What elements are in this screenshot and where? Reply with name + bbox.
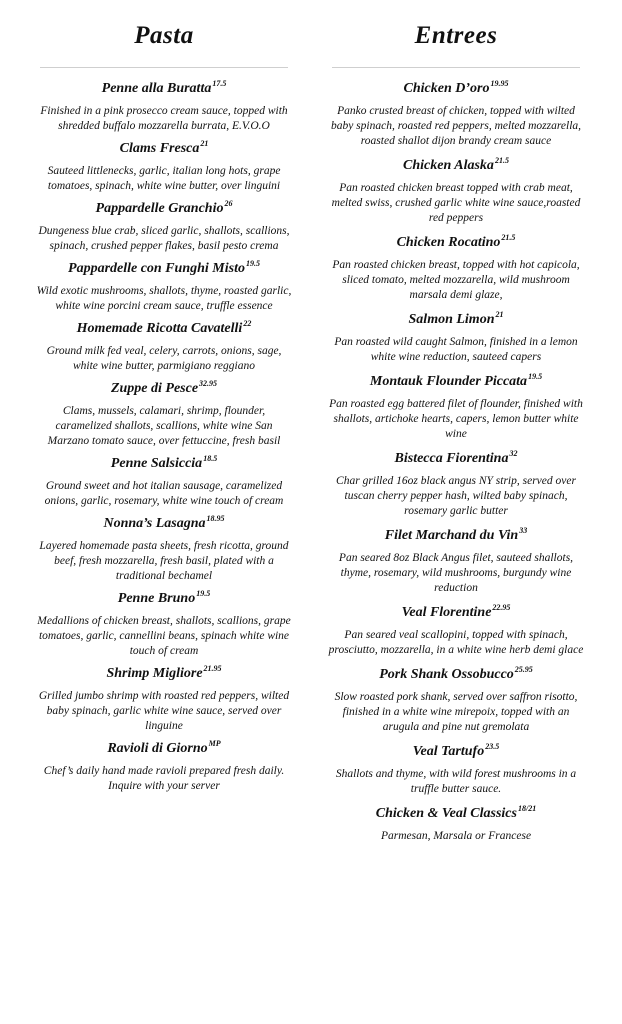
entrees-heading: Entrees bbox=[414, 22, 498, 49]
item-description: Clams, mussels, calamari, shrimp, flounder, caramelized shallots, scallions, white wine San Marzano tomato sauce, over fettuccine, fresh basil bbox=[47, 405, 281, 447]
item-name: Nonna’s Lasagna$^{18.95}$ bbox=[103, 514, 225, 531]
item-price: 17.5 bbox=[212, 79, 227, 89]
item-name: Homemade Ricotta Cavatelli$^{22}$ bbox=[76, 319, 252, 336]
item-description: Chef’s daily hand made ravioli prepared fresh daily. Inquire with your server bbox=[43, 765, 285, 792]
item-description: Grilled jumbo shrimp with roasted red peppers, wilted baby spinach, garlic white wine sauce, served over linguine bbox=[38, 690, 290, 732]
item-name: Chicken & Veal Classics$^{18/21}$ bbox=[375, 804, 537, 821]
pasta-column bbox=[36, 0, 292, 800]
item-name: Zuppe di Pesce$^{32.95}$ bbox=[110, 379, 218, 396]
item-name: Salmon Limon$^{21}$ bbox=[408, 310, 504, 327]
item-name: Chicken Alaska$^{21.5}$ bbox=[403, 156, 509, 173]
menu-item bbox=[36, 455, 292, 509]
item-price: 18/21 bbox=[517, 804, 537, 814]
item-price: 19.5 bbox=[245, 259, 260, 269]
menu-item bbox=[328, 373, 584, 442]
item-name: Chicken Rocatino$^{21.5}$ bbox=[396, 233, 516, 250]
item-price: 18.5 bbox=[203, 454, 218, 464]
menu-item bbox=[328, 311, 584, 365]
item-price: 32.95 bbox=[199, 379, 218, 389]
item-price: 25.95 bbox=[514, 665, 533, 675]
menu-item bbox=[36, 200, 292, 254]
menu-item bbox=[328, 527, 584, 596]
item-description: Finished in a pink prosecco cream sauce, topped with shredded buffalo mozzarella burrata, E.V.O.O bbox=[40, 105, 288, 132]
item-name: Clams Fresca$^{21}$ bbox=[119, 139, 209, 156]
item-description: Ground milk fed veal, celery, carrots, onions, sage, white wine butter, parmigiano reggiano bbox=[46, 345, 282, 372]
item-name: Filet Marchand du Vin$^{33}$ bbox=[384, 526, 528, 543]
item-description: Layered homemade pasta sheets, fresh ricotta, ground beef, fresh mozzarella, fresh basil, plated with a traditional bechamel bbox=[39, 540, 289, 582]
item-price: 19.5 bbox=[196, 589, 211, 599]
pasta-divider bbox=[40, 67, 288, 68]
item-price: 21.5 bbox=[501, 233, 516, 243]
menu-item bbox=[36, 380, 292, 449]
item-name: Penne Salsiccia$^{18.5}$ bbox=[110, 454, 218, 471]
item-name: Bistecca Fiorentina$^{32}$ bbox=[394, 449, 518, 466]
menu-item bbox=[328, 157, 584, 226]
item-name: Veal Tartufo$^{23.5}$ bbox=[412, 742, 500, 759]
menu-item bbox=[36, 515, 292, 584]
item-description: Pan roasted chicken breast, topped with hot capicola, sliced tomato, melted mozzarella, wild mushroom marsala demi glaze, bbox=[332, 259, 580, 301]
item-price: 19.5 bbox=[528, 372, 543, 382]
item-description: Pan roasted chicken breast topped with crab meat, melted swiss, crushed garlic white wine sauce,roasted red peppers bbox=[331, 182, 581, 224]
menu-item bbox=[36, 740, 292, 794]
menu-item bbox=[36, 590, 292, 659]
item-description: Ground sweet and hot italian sausage, caramelized onions, garlic, rosemary, white wine touch of cream bbox=[44, 480, 284, 507]
entrees-items bbox=[328, 80, 584, 844]
menu-item bbox=[36, 140, 292, 194]
menu-item bbox=[328, 604, 584, 658]
entrees-divider bbox=[332, 67, 580, 68]
menu-item bbox=[328, 666, 584, 735]
item-price: 21 bbox=[495, 310, 504, 320]
item-price: 23.5 bbox=[485, 742, 500, 752]
item-name: Pork Shank Ossobucco$^{25.95}$ bbox=[379, 665, 533, 682]
item-name: Montauk Flounder Piccata$^{19.5}$ bbox=[369, 372, 543, 389]
item-price: 22 bbox=[243, 319, 252, 329]
item-description: Medallions of chicken breast, shallots, scallions, grape tomatoes, garlic, cannellini beans, spinach white wine touch of cream bbox=[37, 615, 291, 657]
item-name: Shrimp Migliore$^{21.95}$ bbox=[106, 664, 222, 681]
item-description: Pan roasted egg battered filet of flounder, finished with shallots, artichoke hearts, capers, lemon butter white wine bbox=[329, 398, 583, 440]
menu-item bbox=[36, 80, 292, 134]
item-price: 18.95 bbox=[206, 514, 225, 524]
item-description: Wild exotic mushrooms, shallots, thyme, roasted garlic, white wine porcini cream sauce, truffle essence bbox=[36, 285, 292, 312]
item-description: Panko crusted breast of chicken, topped with wilted baby spinach, roasted red peppers, melted mozzarella, roasted shallot dijon brandy cream sauce bbox=[330, 105, 582, 147]
item-description: Slow roasted pork shank, served over saffron risotto, finished in a white wine mirepoix, topped with an arugula and pine nut gremolata bbox=[334, 691, 578, 733]
item-price: 19.95 bbox=[490, 79, 509, 89]
item-description: Sauteed littlenecks, garlic, italian long hots, grape tomatoes, spinach, white wine butter, over linguini bbox=[47, 165, 281, 192]
item-name: Ravioli di Giorno$^{MP}$ bbox=[107, 739, 221, 756]
menu-item bbox=[36, 260, 292, 314]
menu-item bbox=[328, 234, 584, 303]
item-name: Pappardelle con Funghi Misto$^{19.5}$ bbox=[68, 259, 260, 276]
pasta-items bbox=[36, 80, 292, 794]
menu-item bbox=[328, 80, 584, 149]
item-description: Pan seared veal scallopini, topped with spinach, prosciutto, mozzarella, in a white wine herb demi glace bbox=[328, 629, 584, 656]
item-description: Char grilled 16oz black angus NY strip, served over tuscan cherry pepper hash, wilted baby spinach, rosemary garlic butter bbox=[336, 475, 576, 517]
item-name: Penne Bruno$^{19.5}$ bbox=[117, 589, 211, 606]
menu-item bbox=[36, 320, 292, 374]
entrees-column bbox=[328, 0, 584, 852]
item-price: 22.95 bbox=[492, 603, 511, 613]
item-description: Dungeness blue crab, sliced garlic, shallots, scallions, spinach, crushed pepper flakes, basil pesto crema bbox=[38, 225, 290, 252]
item-price: 32 bbox=[509, 449, 518, 459]
item-name: Veal Florentine$^{22.95}$ bbox=[401, 603, 511, 620]
item-description: Shallots and thyme, with wild forest mushrooms in a truffle butter sauce. bbox=[335, 768, 577, 795]
item-price: 21 bbox=[200, 139, 209, 149]
item-price: 21.95 bbox=[203, 664, 222, 674]
item-name: Chicken D’oro$^{19.95}$ bbox=[403, 79, 509, 96]
pasta-heading: Pasta bbox=[134, 22, 194, 49]
menu-item bbox=[328, 743, 584, 797]
item-description: Parmesan, Marsala or Francese bbox=[380, 830, 532, 842]
item-name: Pappardelle Granchio$^{26}$ bbox=[95, 199, 233, 216]
menu-item bbox=[328, 450, 584, 519]
item-name: Penne alla Buratta$^{17.5}$ bbox=[101, 79, 227, 96]
item-price: MP bbox=[208, 739, 221, 749]
menu-item bbox=[36, 665, 292, 734]
item-price: 33 bbox=[519, 526, 528, 536]
item-description: Pan seared 8oz Black Angus filet, sauteed shallots, thyme, rosemary, wild mushrooms, burgundy wine reduction bbox=[338, 552, 574, 594]
item-description: Pan roasted wild caught Salmon, finished in a lemon white wine reduction, sauteed capers bbox=[334, 336, 578, 363]
item-price: 21.5 bbox=[494, 156, 509, 166]
menu-item bbox=[328, 805, 584, 844]
item-price: 26 bbox=[224, 199, 233, 209]
